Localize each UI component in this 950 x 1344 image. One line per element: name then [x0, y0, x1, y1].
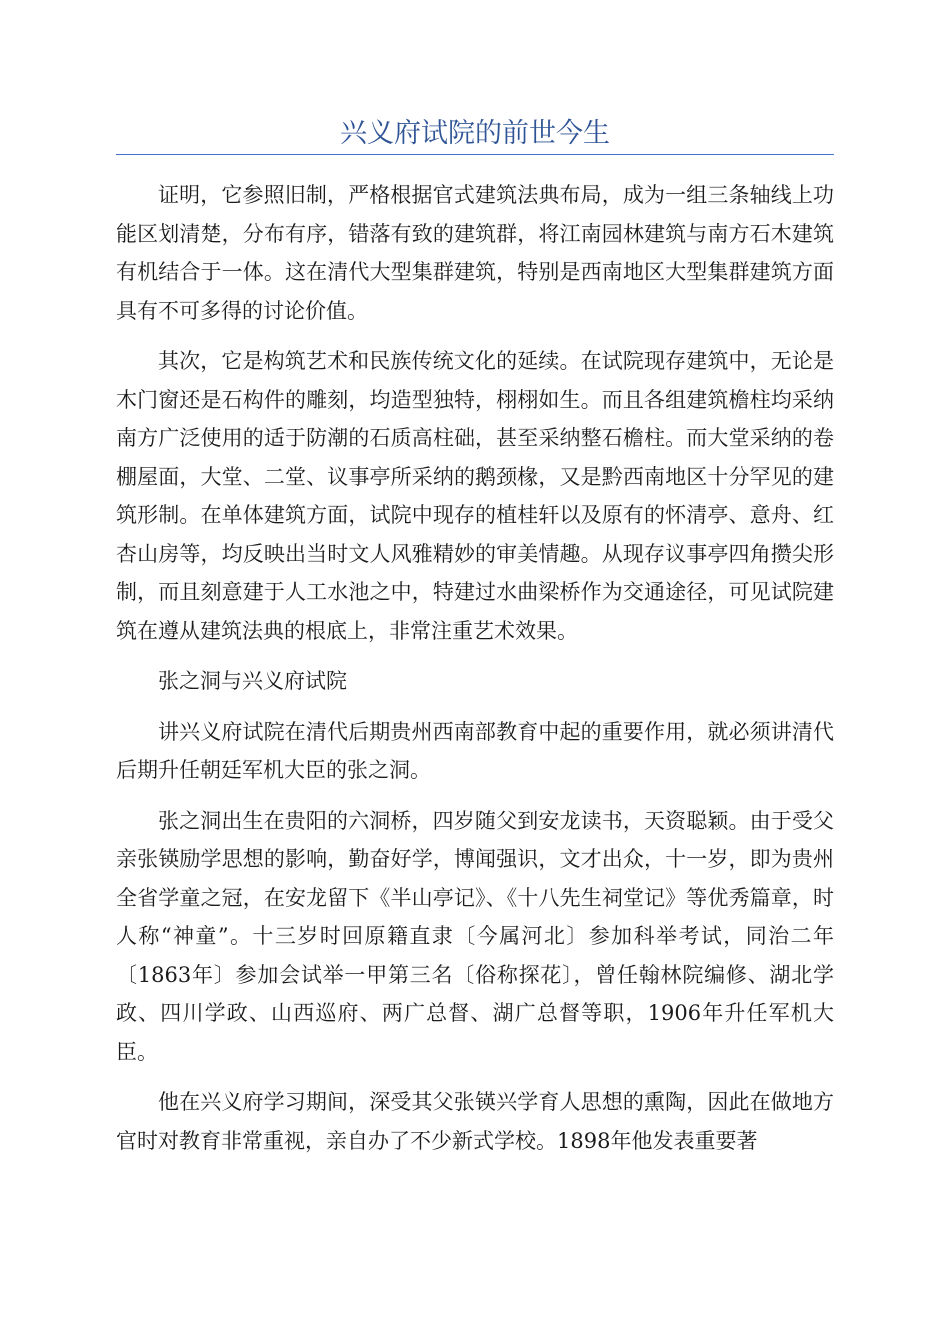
paragraph-zhang-biography: 张之洞出生在贵阳的六洞桥，四岁随父到安龙读书，天资聪颖。由于受父亲张锳励学思想的影响，勤奋好学，博闻强识，文才出众，十一岁，即为贵州全省学童之冠，在安龙留下《半山亭记》、《十八先生祠堂记》等优秀篇章，时人称“神童”。十三岁时回原籍直隶〔今属河北〕参加科举考试，同治二年〔1863年〕参加会试举一甲第三名〔俗称探花〕，曾任翰林院编修、湖北学政、四川学政、山西巡府、两广总督、湖广总督等职，1906年升任军机大臣。 — [116, 808, 834, 1064]
paragraph-zhang-education: 他在兴义府学习期间，深受其父张锳兴学育人思想的熏陶，因此在做地方官时对教育非常重视，亲自办了不少新式学校。1898年他发表重要著 — [116, 1090, 834, 1153]
document-body — [116, 176, 834, 1172]
document-title: 兴义府试院的前世今生 — [340, 118, 610, 149]
paragraph-architecture-value: 证明，它参照旧制，严格根据官式建筑法典布局，成为一组三条轴线上功能区划清楚，分布有序，错落有致的建筑群，将江南园林建筑与南方石木建筑有机结合于一体。这在清代大型集群建筑，特别是西南地区大型集群建筑方面具有不可多得的讨论价值。 — [116, 183, 834, 323]
title-underline — [116, 154, 834, 155]
paragraph-artistic-tradition: 其次，它是构筑艺术和民族传统文化的延续。在试院现存建筑中，无论是木门窗还是石构件的雕刻，均造型独特，栩栩如生。而且各组建筑檐柱均采纳南方广泛使用的适于防潮的石质高柱础，甚至采纳整石檐柱。而大堂采纳的卷棚屋面，大堂、二堂、议事亭所采纳的鹅颈椽，又是黔西南地区十分罕见的建筑形制。在单体建筑方面，试院中现存的植桂轩以及原有的怀清亭、意舟、红杏山房等，均反映出当时文人风雅精妙的审美情趣。从现存议事亭四角攒尖形制，而且刻意建于人工水池之中，特建过水曲梁桥作为交通途径，可见试院建筑在遵从建筑法典的根底上，非常注重艺术效果。 — [116, 349, 834, 643]
paragraph-education-role: 讲兴义府试院在清代后期贵州西南部教育中起的重要作用，就必须讲清代后期升任朝廷军机大臣的张之洞。 — [116, 719, 834, 782]
section-heading-zhang-zhidong: 张之洞与兴义府试院 — [158, 669, 347, 693]
